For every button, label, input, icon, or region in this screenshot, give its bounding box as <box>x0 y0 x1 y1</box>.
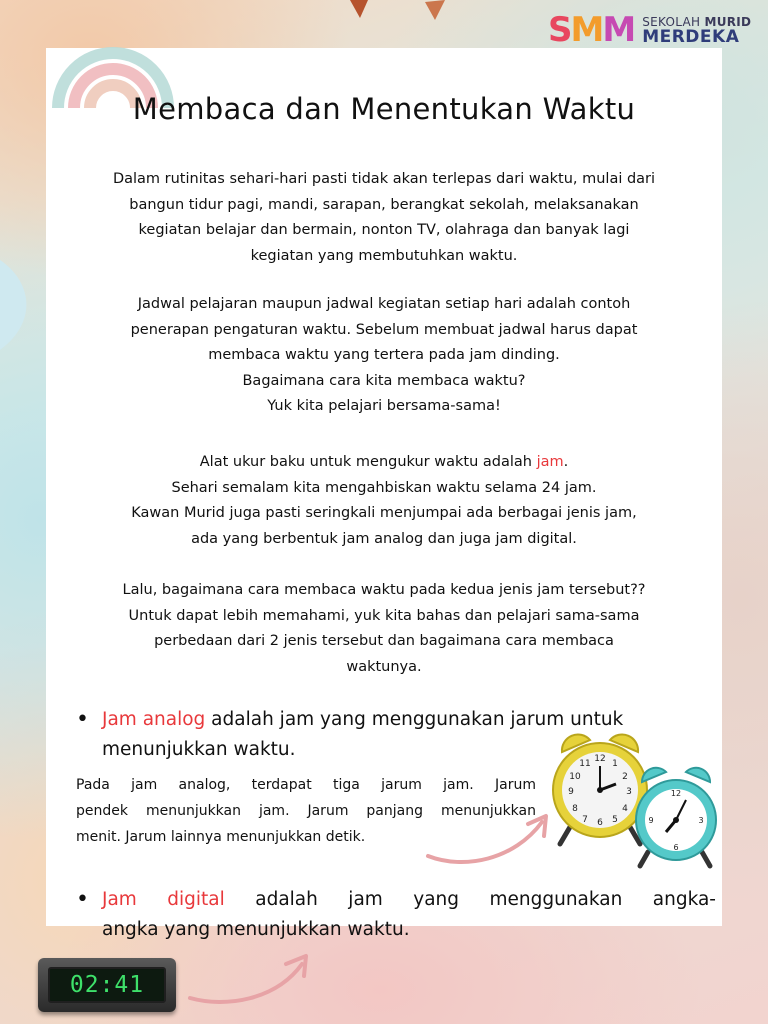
logo-mark-m1: M <box>570 10 603 50</box>
logo-mark-s: S <box>548 10 571 50</box>
intro-paragraph <box>60 167 708 269</box>
logo-text <box>642 15 751 45</box>
curved-arrow-icon <box>424 810 554 870</box>
tool-jam-highlight: jam <box>536 454 564 470</box>
svg-text:6: 6 <box>673 843 679 852</box>
digital-clock-icon <box>38 958 176 1012</box>
analog-definition: adalah jam yang menggunakan jarum untuk <box>205 709 624 730</box>
smm-logo <box>548 12 751 48</box>
svg-text:12: 12 <box>594 754 606 764</box>
svg-text:11: 11 <box>579 759 591 769</box>
svg-text:10: 10 <box>569 772 581 782</box>
intro-line: Dalam rutinitas sehari-hari pasti tidak akan terlepas dari waktu, mulai dari <box>112 171 656 187</box>
svg-text:12: 12 <box>670 789 682 798</box>
curved-arrow-icon <box>186 950 316 1010</box>
digital-bullet-line1 <box>102 885 716 915</box>
digital-bullet-text <box>102 885 716 945</box>
question-line: waktunya. <box>346 658 422 675</box>
schedule-line: membaca waktu yang tertera pada jam dinding. <box>208 347 560 363</box>
analog-bullet-line2: menunjukkan waktu. <box>102 739 296 760</box>
question-paragraph <box>60 578 708 680</box>
analog-alarm-clock-icon <box>540 722 730 872</box>
tool-line1-end: . <box>563 454 569 470</box>
digital-bullet <box>76 885 716 945</box>
decorative-splash <box>340 0 460 30</box>
tool-line: Kawan Murid juga pasti seringkali menjumpai ada berbagai jenis jam, <box>131 505 637 521</box>
page-title: Membaca dan Menentukan Waktu <box>132 92 636 126</box>
analog-desc-line: Pada jam analog, terdapat tiga jarum jam. Jarum <box>76 777 536 793</box>
svg-text:8: 8 <box>572 804 578 814</box>
question-line: perbedaan dari 2 jenis tersebut dan bagaimana cara membaca <box>154 633 614 649</box>
bullet-dot: • <box>76 887 89 912</box>
logo-mark-m2: M <box>602 10 635 50</box>
schedule-line: Jadwal pelajaran maupun jadwal kegiatan setiap hari adalah contoh <box>137 296 631 312</box>
schedule-line: Yuk kita pelajari bersama-sama! <box>267 398 501 414</box>
svg-text:3: 3 <box>698 816 704 825</box>
digital-definition: adalah jam yang menggunakan angka- <box>224 889 716 910</box>
tool-line: Sehari semalam kita mengahbiskan waktu selama 24 jam. <box>171 479 597 496</box>
svg-text:9: 9 <box>648 816 654 825</box>
bullet-dot: • <box>76 707 89 732</box>
digital-bullet-line2: angka yang menunjukkan waktu. <box>102 919 410 940</box>
schedule-line: Bagaimana cara kita membaca waktu? <box>242 372 526 389</box>
intro-line: kegiatan yang membutuhkan waktu. <box>250 247 518 264</box>
logo-line1-a: SEKOLAH <box>642 15 705 29</box>
logo-line2: MERDEKA <box>642 27 740 47</box>
svg-text:4: 4 <box>622 804 628 814</box>
intro-line: bangun tidur pagi, mandi, sarapan, berangkat sekolah, melaksanakan <box>129 196 639 213</box>
svg-text:9: 9 <box>568 787 574 797</box>
analog-desc-line: pendek menunjukkan jam. Jarum panjang menunjukkan <box>76 803 536 819</box>
schedule-paragraph <box>60 292 708 420</box>
tool-line1-text: Alat ukur baku untuk mengukur waktu adalah <box>199 454 537 470</box>
analog-desc-line: menit. Jarum lainnya menunjukkan detik. <box>76 829 366 845</box>
digital-clock-display: 02:41 <box>48 967 166 1003</box>
svg-text:6: 6 <box>597 818 603 828</box>
tool-line: ada yang berbentuk jam analog dan juga jam digital. <box>191 530 577 547</box>
intro-line: kegiatan belajar dan bermain, nonton TV, olahraga dan banyak lagi <box>138 222 630 238</box>
tool-line <box>60 450 708 476</box>
schedule-line: penerapan pengaturan waktu. Sebelum membuat jadwal harus dapat <box>130 321 638 338</box>
logo-mark <box>548 12 634 48</box>
svg-text:1: 1 <box>612 759 618 769</box>
question-line: Lalu, bagaimana cara membaca waktu pada kedua jenis jam tersebut?? <box>122 582 646 598</box>
svg-text:5: 5 <box>612 815 618 825</box>
analog-term: Jam analog <box>102 709 206 730</box>
svg-text:2: 2 <box>622 772 628 782</box>
digital-term: Jam digital <box>102 889 225 910</box>
question-line: Untuk dapat lebih memahami, yuk kita bahas dan pelajari sama-sama <box>128 607 640 624</box>
logo-line1-b: MURID <box>704 15 752 29</box>
tool-paragraph <box>60 450 708 552</box>
svg-text:3: 3 <box>626 787 632 797</box>
svg-text:7: 7 <box>582 815 588 825</box>
